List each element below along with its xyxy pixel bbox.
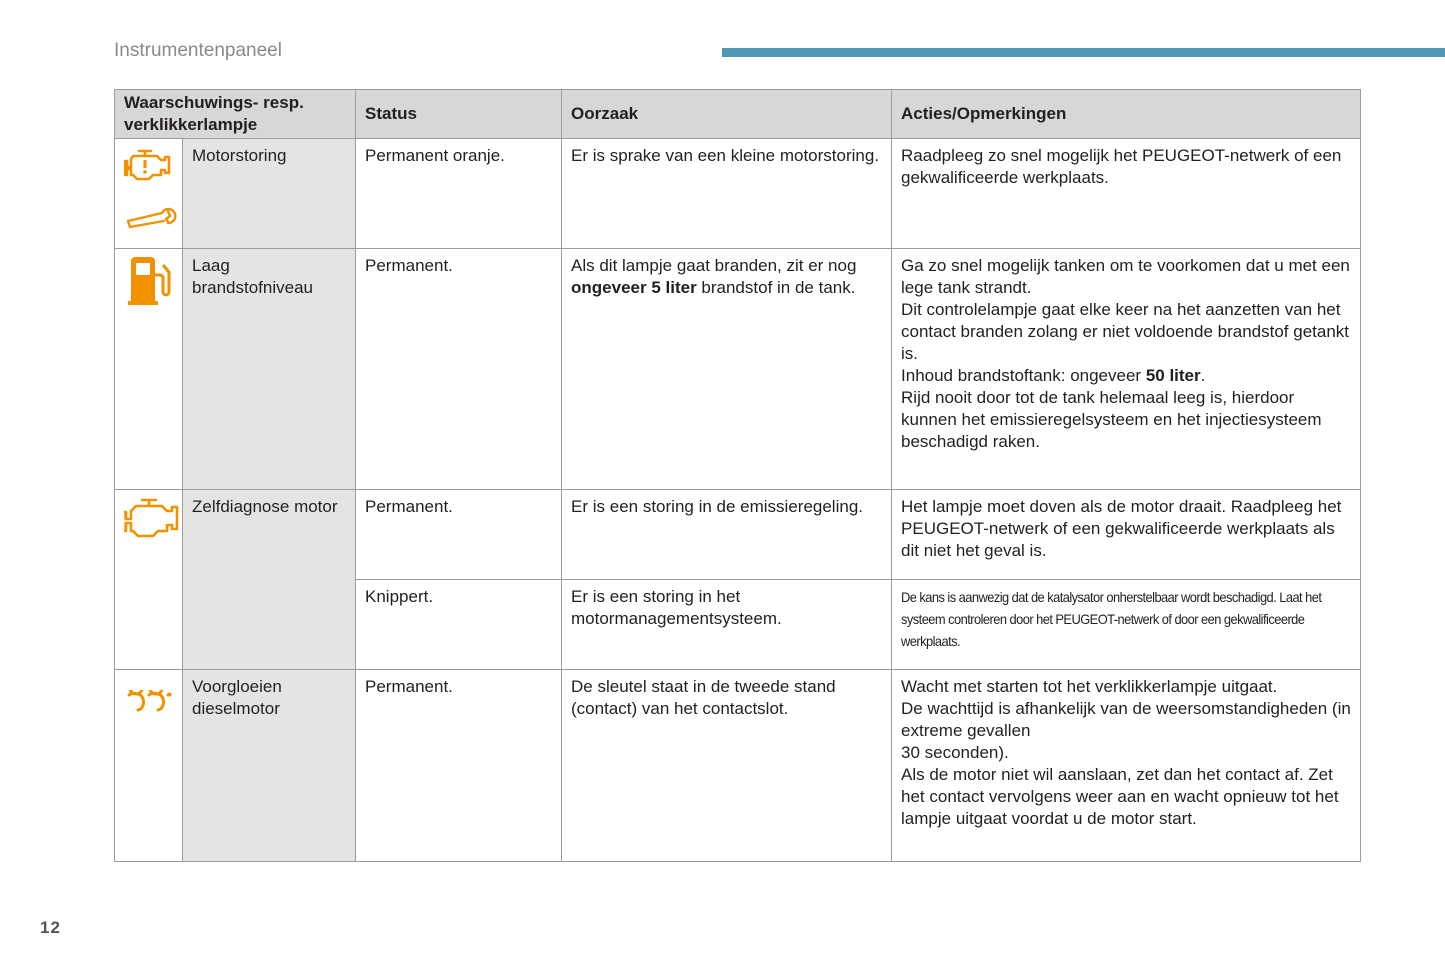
- cause-cell: [562, 249, 892, 490]
- status-cell: Knippert.: [356, 580, 562, 670]
- table-row: [115, 670, 1361, 862]
- status-cell: Permanent oranje.: [356, 139, 562, 249]
- actions-line: Wacht met starten tot het verklikkerlampje uitgaat.: [901, 677, 1278, 696]
- actions-text: Inhoud brandstoftank: ongeveer: [901, 366, 1146, 385]
- warning-lamps-table: [114, 89, 1361, 862]
- table-row: [115, 139, 1361, 249]
- actions-line: [901, 365, 1351, 387]
- header-cause: Oorzaak: [562, 90, 892, 139]
- icon-cell: [115, 249, 183, 490]
- status-cell: Permanent.: [356, 670, 562, 862]
- header-actions: Acties/Opmerkingen: [892, 90, 1361, 139]
- actions-cell: [892, 580, 1361, 670]
- page-number: 12: [40, 918, 61, 937]
- cause-bold: ongeveer 5 liter: [571, 278, 697, 297]
- cause-cell: Er is een storing in het motormanagementsysteem.: [562, 580, 892, 670]
- header-accent-bar: [722, 48, 1445, 57]
- actions-cell: Raadpleeg zo snel mogelijk het PEUGEOT-netwerk of een gekwalificeerde werkplaats.: [892, 139, 1361, 249]
- wrench-icon: [124, 197, 180, 231]
- cause-cell: De sleutel staat in de tweede stand (contact) van het contactslot.: [562, 670, 892, 862]
- actions-cell: [892, 249, 1361, 490]
- status-cell: Permanent.: [356, 249, 562, 490]
- actions-line: Rijd nooit door tot de tank helemaal leeg is, hierdoor kunnen het emissieregelsysteem en het injectiesysteem beschadigd raken.: [901, 388, 1322, 451]
- lamp-name: Voorgloeien dieselmotor: [183, 670, 356, 862]
- actions-condensed-text: De kans is aanwezig dat de katalysator onherstelbaar wordt beschadigd. Laat het systeem controleren door het PEUGEOT-netwerk of door een gekwalificeerde werkplaats.: [901, 589, 1322, 649]
- lamp-name: Zelfdiagnose motor: [183, 490, 356, 670]
- status-cell: Permanent.: [356, 490, 562, 580]
- engine-warning-icon: [124, 145, 174, 185]
- actions-text-end: .: [1200, 366, 1206, 385]
- header-status: Status: [356, 90, 562, 139]
- actions-line: De wachttijd is afhankelijk van de weersomstandigheden (in extreme gevallen: [901, 699, 1351, 740]
- table-row: [115, 249, 1361, 490]
- header-lamp: Waarschuwings- resp. verklikkerlampje: [115, 90, 356, 139]
- actions-cell: [892, 670, 1361, 862]
- engine-diagnosis-icon: [124, 496, 184, 542]
- actions-cell: Het lampje moet doven als de motor draait. Raadpleeg het PEUGEOT-netwerk of een gekwalificeerde werkplaats als dit niet het geval is.: [892, 490, 1361, 580]
- actions-line: Als de motor niet wil aanslaan, zet dan het contact af. Zet het contact vervolgens weer aan en wacht opnieuw tot het lampje uitgaat voordat u de motor start.: [901, 765, 1339, 828]
- cause-cell: Er is sprake van een kleine motorstoring.: [562, 139, 892, 249]
- icon-cell: [115, 490, 183, 670]
- actions-line: Dit controlelampje gaat elke keer na het aanzetten van het contact branden zolang er niet voldoende brandstof getankt is.: [901, 300, 1350, 363]
- lamp-name: Motorstoring: [183, 139, 356, 249]
- icon-cell: [115, 139, 183, 249]
- actions-bold: 50 liter: [1145, 366, 1201, 385]
- section-title: Instrumentenpaneel: [114, 40, 282, 61]
- table-row: [115, 490, 1361, 580]
- actions-line: Ga zo snel mogelijk tanken om te voorkomen dat u met een lege tank strandt.: [901, 256, 1350, 297]
- cause-cell: Er is een storing in de emissieregeling.: [562, 490, 892, 580]
- table-header-row: [115, 90, 1361, 139]
- lamp-name: Laag brandstofniveau: [183, 249, 356, 490]
- cause-text-end: brandstof in de tank.: [696, 278, 856, 297]
- fuel-pump-icon: [126, 255, 172, 307]
- icon-cell: [115, 670, 183, 862]
- cause-text: Als dit lampje gaat branden, zit er nog: [571, 256, 857, 275]
- glow-plug-icon: [126, 690, 172, 720]
- actions-line: 30 seconden).: [901, 743, 1009, 762]
